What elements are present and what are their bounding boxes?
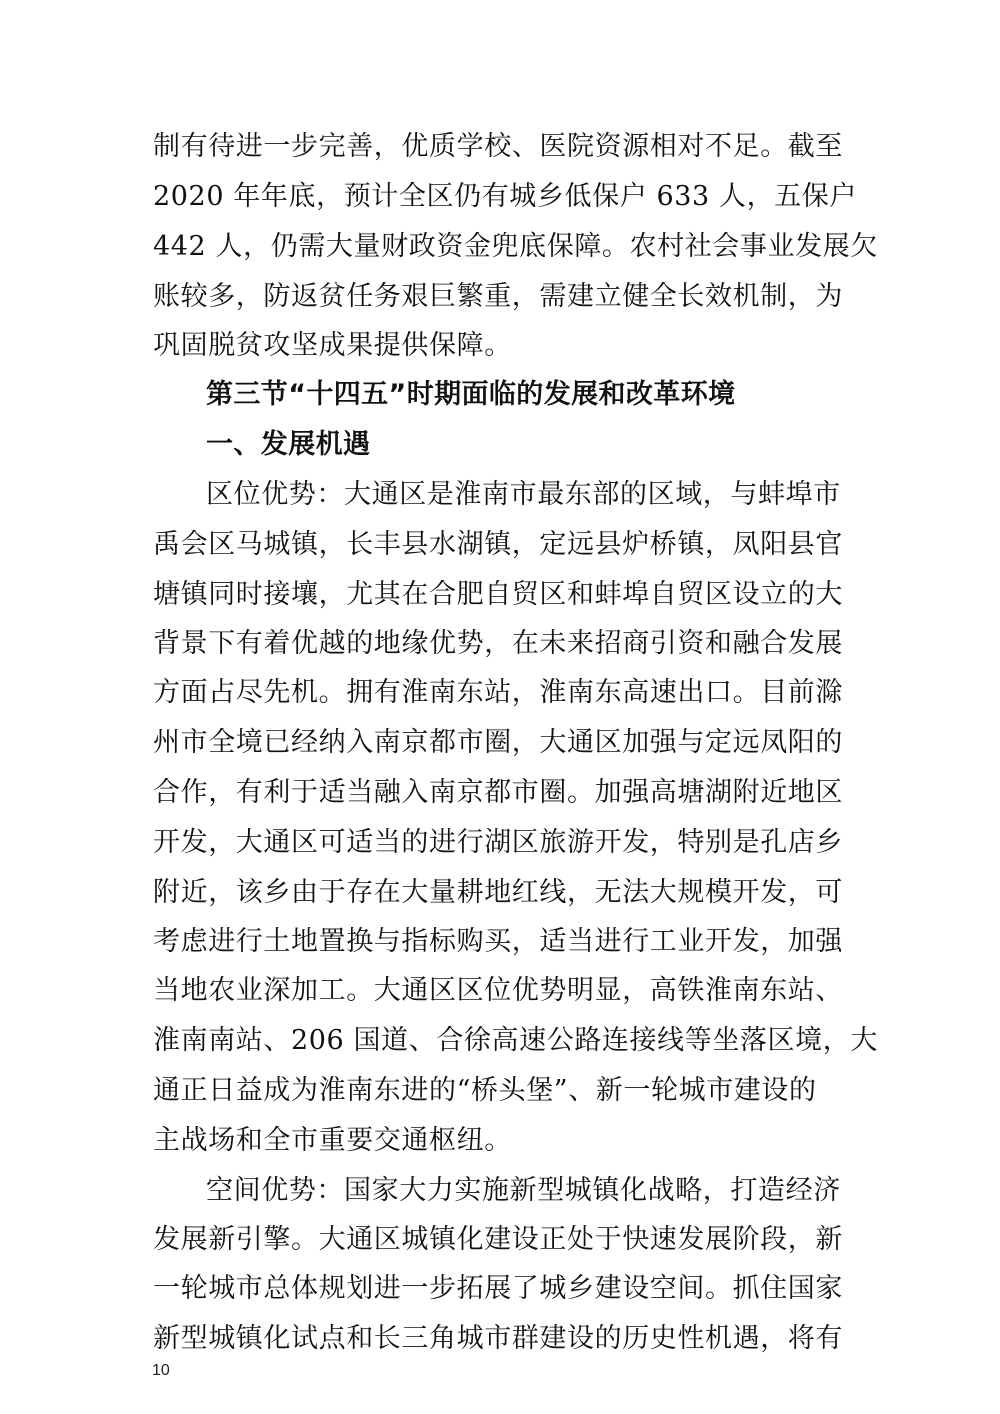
page-number: 10 [152, 1362, 170, 1379]
body-text-line: 塘镇同时接壤，尤其在合肥自贸区和蚌埠自贸区设立的大 [153, 579, 843, 610]
body-text-line: 当地农业深加工。大通区区位优势明显，高铁淮南东站、 [153, 975, 843, 1006]
body-text-line: 2020 年年底，预计全区仍有城乡低保户 633 人，五保户 [153, 181, 857, 212]
body-text-line: 制有待进一步完善，优质学校、医院资源相对不足。截至 [153, 131, 843, 162]
body-text-line: 通正日益成为淮南东进的“桥头堡”、新一轮城市建设的 [153, 1075, 817, 1106]
body-text-line: 背景下有着优越的地缘优势，在未来招商引资和融合发展 [153, 628, 843, 659]
body-text-line: 发展新引擎。大通区城镇化建设正处于快速发展阶段，新 [153, 1224, 843, 1255]
body-text-line: 淮南南站、206 国道、合徐高速公路连接线等坐落区境，大 [153, 1025, 878, 1056]
body-text-line: 合作，有利于适当融入南京都市圈。加强高塘湖附近地区 [153, 777, 843, 808]
body-text-line: 巩固脱贫攻坚成果提供保障。 [153, 330, 512, 361]
subsection-heading: 一、发展机遇 [206, 429, 371, 460]
paragraph-first-line: 空间优势：国家大力实施新型城镇化战略，打造经济 [206, 1175, 841, 1206]
section-heading: 第三节“十四五”时期面临的发展和改革环境 [206, 379, 736, 410]
body-text-line: 附近，该乡由于存在大量耕地红线，无法大规模开发，可 [153, 877, 843, 908]
body-text-line: 442 人，仍需大量财政资金兜底保障。农村社会事业发展欠 [153, 231, 878, 262]
body-text-line: 考虑进行土地置换与指标购买，适当进行工业开发，加强 [153, 926, 843, 957]
body-text-line: 州市全境已经纳入南京都市圈，大通区加强与定远凤阳的 [153, 727, 843, 758]
body-text-line: 一轮城市总体规划进一步拓展了城乡建设空间。抓住国家 [153, 1273, 843, 1304]
paragraph-first-line: 区位优势：大通区是淮南市最东部的区域，与蚌埠市 [206, 479, 841, 510]
body-text-line: 新型城镇化试点和长三角城市群建设的历史性机遇，将有 [153, 1323, 843, 1354]
body-text-line: 账较多，防返贫任务艰巨繁重，需建立健全长效机制，为 [153, 281, 843, 312]
body-text-line: 主战场和全市重要交通枢纽。 [153, 1125, 512, 1156]
body-text-line: 开发，大通区可适当的进行湖区旅游开发，特别是孔店乡 [153, 827, 843, 858]
body-text-line: 方面占尽先机。拥有淮南东站，淮南东高速出口。目前滁 [153, 677, 843, 708]
body-text-line: 禹会区马城镇，长丰县水湖镇，定远县炉桥镇，凤阳县官 [153, 529, 843, 560]
